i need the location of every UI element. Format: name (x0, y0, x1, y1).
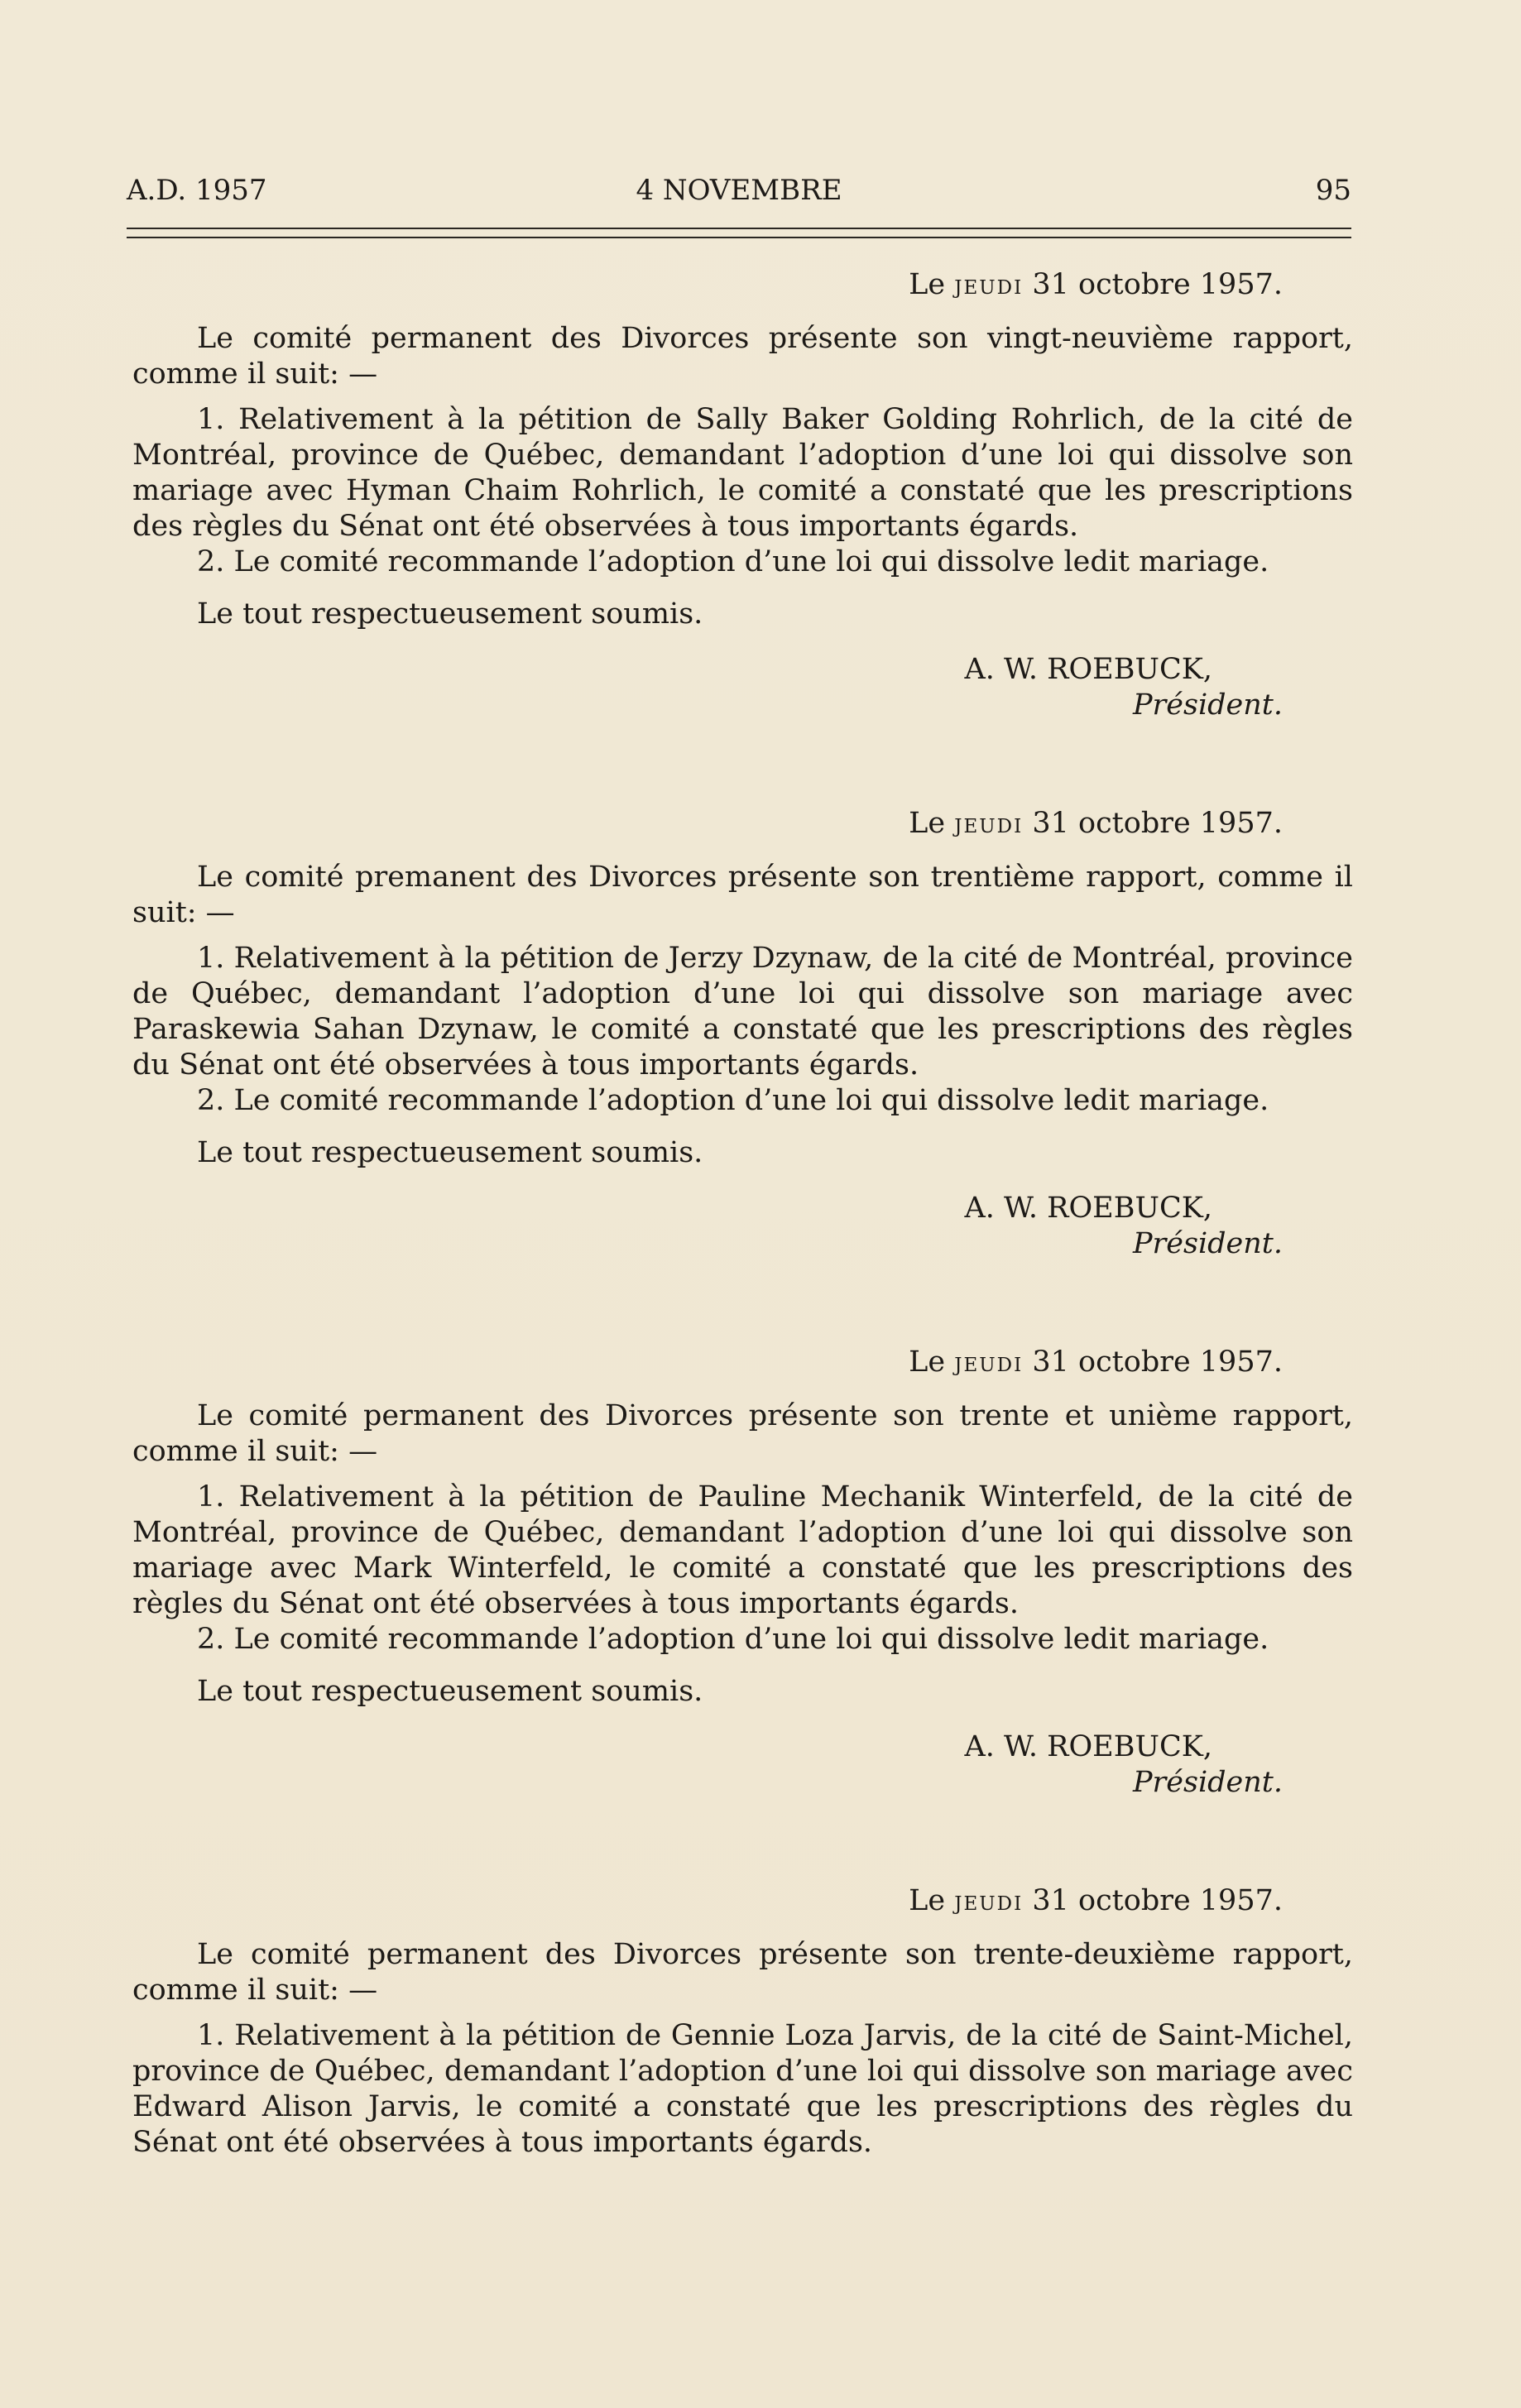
report-item-2: 2. Le comité recommande l’adoption d’une loi qui dissolve ledit mariage. (197, 1084, 1269, 1117)
date-prefix: Le (909, 1346, 946, 1379)
report-29 (132, 266, 1353, 723)
report-closing: Le tout respectueusement soumis. (197, 1136, 703, 1169)
header-rule-top (127, 228, 1351, 229)
signature-name: A. W. ROEBUCK, (964, 653, 1212, 686)
report-item-2: 2. Le comité recommande l’adoption d’une loi qui dissolve ledit mariage. (197, 545, 1269, 578)
date-prefix: Le (909, 807, 946, 840)
header-year: A.D. 1957 (127, 174, 267, 207)
report-date (132, 805, 1283, 842)
date-day: jeudi (954, 268, 1024, 300)
document-body (132, 266, 1353, 2243)
page-header (127, 165, 1351, 215)
date-prefix: Le (909, 268, 946, 301)
report-date (132, 266, 1283, 303)
report-item-1: 1. Relativement à la pétition de Pauline Mechanik Winterfeld, de la cité de Montréal, province de Québec, demandant l’adoption d’une loi qui dissolve son mariage avec Mark Winterfeld, le comité a constaté que les prescriptions des règles du Sénat ont été observées à tous importants égards. (132, 1480, 1353, 1620)
page-number: 95 (1315, 174, 1351, 207)
date-prefix: Le (909, 1884, 946, 1917)
report-item-1: 1. Relativement à la pétition de Jerzy Dzynaw, de la cité de Montréal, province de Québec, demandant l’adoption d’une loi qui dissolve son mariage avec Paraskewia Sahan Dzynaw, le comité a constaté que les prescriptions des règles du Sénat ont été observées à tous importants égards. (132, 942, 1353, 1082)
header-rule-bottom (127, 237, 1351, 238)
date-rest: 31 octobre 1957. (1032, 268, 1283, 301)
report-closing: Le tout respectueusement soumis. (197, 1675, 703, 1708)
report-date (132, 1344, 1283, 1380)
report-date (132, 1883, 1283, 1919)
signature-block (132, 652, 1283, 723)
report-32 (132, 1883, 1353, 2161)
signature-name: A. W. ROEBUCK, (964, 1730, 1212, 1763)
report-intro: Le comité permanent des Divorces présente son trente-deuxième rapport, comme il suit: — (132, 1938, 1353, 2007)
report-item-2: 2. Le comité recommande l’adoption d’une loi qui dissolve ledit mariage. (197, 1623, 1269, 1656)
report-30 (132, 805, 1353, 1262)
date-rest: 31 octobre 1957. (1032, 807, 1283, 840)
signature-title: Président. (1133, 1227, 1283, 1260)
date-day: jeudi (954, 807, 1024, 839)
signature-title: Président. (1133, 688, 1283, 722)
date-rest: 31 octobre 1957. (1032, 1346, 1283, 1379)
report-item-1: 1. Relativement à la pétition de Sally Baker Golding Rohrlich, de la cité de Montréal, province de Québec, demandant l’adoption d’une loi qui dissolve son mariage avec Hyman Chaim Rohrlich, le comité a constaté que les prescriptions des règles du Sénat ont été observées à tous importants égards. (132, 403, 1353, 543)
report-closing: Le tout respectueusement soumis. (197, 597, 703, 631)
report-intro: Le comité premanent des Divorces présente son trentième rapport, comme il suit: — (132, 861, 1353, 929)
report-31 (132, 1344, 1353, 1801)
report-intro: Le comité permanent des Divorces présente son trente et unième rapport, comme il suit: — (132, 1399, 1353, 1468)
date-day: jeudi (954, 1346, 1024, 1378)
date-day: jeudi (954, 1884, 1024, 1916)
signature-name: A. W. ROEBUCK, (964, 1192, 1212, 1225)
report-item-1: 1. Relativement à la pétition de Gennie Loza Jarvis, de la cité de Saint-Michel, province de Québec, demandant l’adoption d’une loi qui dissolve son mariage avec Edward Alison Jarvis, le comité a constaté que les prescriptions des règles du Sénat ont été observées à tous importants égards. (132, 2019, 1353, 2159)
signature-title: Président. (1133, 1766, 1283, 1799)
signature-block (132, 1729, 1283, 1801)
signature-block (132, 1191, 1283, 1262)
report-intro: Le comité permanent des Divorces présente son vingt-neuvième rapport, comme il suit: — (132, 322, 1353, 391)
date-rest: 31 octobre 1957. (1032, 1884, 1283, 1917)
header-date: 4 NOVEMBRE (636, 174, 842, 207)
